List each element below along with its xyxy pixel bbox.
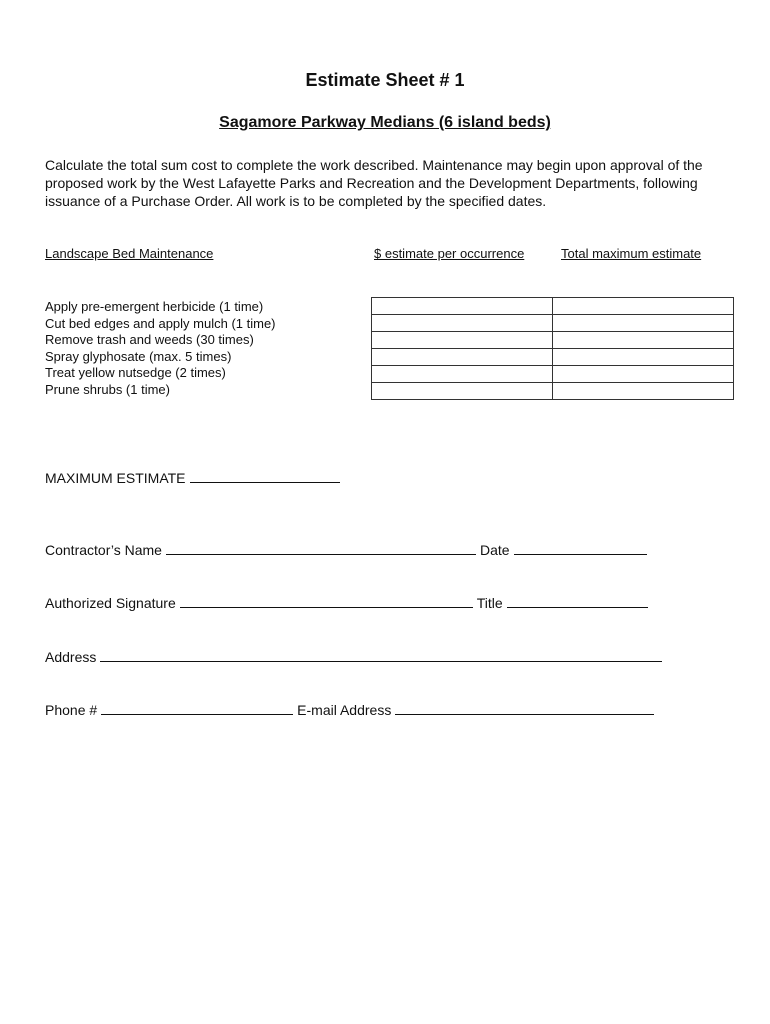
table-row bbox=[372, 315, 734, 332]
per-occurrence-cell[interactable] bbox=[372, 298, 553, 315]
max-estimate-row bbox=[45, 468, 344, 486]
per-occurrence-cell[interactable] bbox=[372, 315, 553, 332]
contractor-name-label: Contractor’s Name bbox=[45, 542, 162, 558]
total-cell[interactable] bbox=[553, 383, 734, 400]
signature-label: Authorized Signature bbox=[45, 595, 176, 611]
estimate-table bbox=[371, 297, 734, 400]
total-cell[interactable] bbox=[553, 315, 734, 332]
task-item: Prune shrubs (1 time) bbox=[45, 381, 170, 397]
column-header-per-occurrence: $ estimate per occurrence bbox=[374, 246, 525, 261]
task-list bbox=[45, 299, 276, 398]
date-field[interactable] bbox=[514, 540, 647, 555]
task-item: Remove trash and weeds (30 times) bbox=[45, 332, 254, 347]
date-label: Date bbox=[479, 542, 510, 558]
intro-paragraph: Calculate the total sum cost to complete the work described. Maintenance may begin upon approval of the proposed work by the West Lafayette Parks and Recreation and the Development Departments, following issuance of a Purchase Order. All work is to be completed by the specified dates. bbox=[45, 157, 703, 209]
total-cell[interactable] bbox=[553, 332, 734, 349]
table-row bbox=[372, 298, 734, 315]
email-field[interactable] bbox=[395, 700, 654, 715]
contractor-row bbox=[45, 540, 651, 558]
phone-field[interactable] bbox=[101, 700, 293, 715]
contact-row bbox=[45, 700, 658, 718]
total-cell[interactable] bbox=[553, 298, 734, 315]
per-occurrence-cell[interactable] bbox=[372, 366, 553, 383]
table-row bbox=[372, 349, 734, 366]
signature-field[interactable] bbox=[180, 593, 473, 608]
title-label: Title bbox=[476, 595, 503, 611]
phone-label: Phone # bbox=[45, 702, 98, 718]
max-estimate-field[interactable] bbox=[190, 468, 340, 483]
task-item: Spray glyphosate (max. 5 times) bbox=[45, 348, 232, 364]
column-header-total: Total maximum estimate bbox=[561, 246, 702, 261]
page-title: Estimate Sheet # 1 bbox=[305, 70, 465, 90]
address-row bbox=[45, 647, 666, 665]
task-item: Apply pre-emergent herbicide (1 time) bbox=[45, 299, 264, 314]
task-item: Cut bed edges and apply mulch (1 time) bbox=[45, 315, 276, 331]
address-label: Address bbox=[45, 649, 97, 665]
page-subtitle: Sagamore Parkway Medians (6 island beds) bbox=[219, 114, 551, 131]
email-label: E-mail Address bbox=[297, 702, 392, 718]
table-row bbox=[372, 366, 734, 383]
column-header-task: Landscape Bed Maintenance bbox=[45, 246, 214, 261]
max-estimate-label: MAXIMUM ESTIMATE bbox=[45, 470, 186, 486]
per-occurrence-cell[interactable] bbox=[372, 349, 553, 366]
signature-row bbox=[45, 593, 652, 611]
total-cell[interactable] bbox=[553, 366, 734, 383]
total-cell[interactable] bbox=[553, 349, 734, 366]
contractor-name-field[interactable] bbox=[166, 540, 476, 555]
per-occurrence-cell[interactable] bbox=[372, 383, 553, 400]
table-row bbox=[372, 332, 734, 349]
title-field[interactable] bbox=[507, 593, 648, 608]
address-field[interactable] bbox=[100, 647, 662, 662]
per-occurrence-cell[interactable] bbox=[372, 332, 553, 349]
table-row bbox=[372, 383, 734, 400]
task-item: Treat yellow nutsedge (2 times) bbox=[45, 365, 226, 380]
